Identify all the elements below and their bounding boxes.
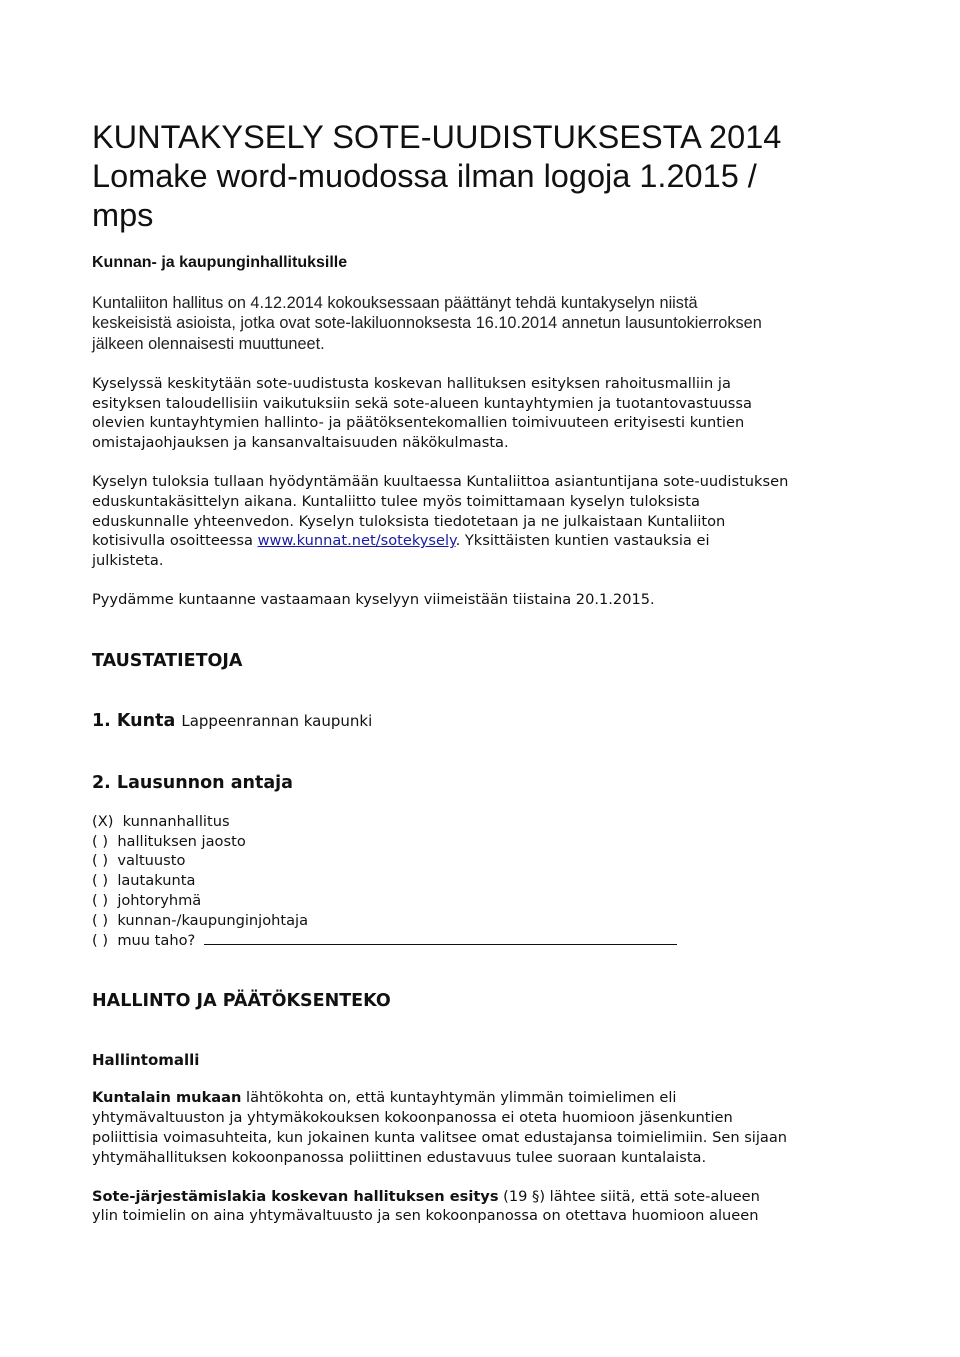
- option-label: lautakunta: [117, 872, 196, 890]
- option-kunnanjohtaja[interactable]: [92, 911, 882, 931]
- subsection-heading-hallintomalli: Hallintomalli: [92, 1051, 200, 1070]
- document-page: [92, 118, 882, 1226]
- paragraph-line: eduskunnalle yhteenvedon. Kyselyn tuloksista tiedotetaan ja ne julkaistaan Kuntaliiton: [92, 512, 726, 530]
- option-mark: ( ): [92, 852, 109, 870]
- paragraph-line: [92, 1088, 882, 1108]
- link-lead-text: kotisivulla osoitteessa: [92, 532, 258, 550]
- paragraph-line: olevien kuntayhtymien hallinto- ja päätöksentekomallien toimivuuteen erityisesti kuntien: [92, 414, 745, 432]
- section-heading-hallinto: HALLINTO JA PÄÄTÖKSENTEKO: [92, 991, 391, 1012]
- sotekysely-link[interactable]: www.kunnat.net/sotekysely: [257, 532, 456, 550]
- option-mark: ( ): [92, 872, 109, 890]
- option-label: valtuusto: [117, 852, 186, 870]
- lausunnon-antaja-options: [92, 812, 882, 951]
- bold-lead: Sote-järjestämislakia koskevan hallituksen esitys: [92, 1187, 499, 1205]
- paragraph-line: poliittisia voimasuhteita, kun jokainen kunta valitsee omat edustajansa toimielimiin. Sen sijaan: [92, 1129, 788, 1147]
- paragraph-line: julkisteta.: [92, 552, 164, 570]
- document-title: [92, 118, 882, 235]
- kuntalaki-paragraph: [92, 1088, 882, 1167]
- paragraph-line: yhtymähallituksen kokoonpanossa poliittinen edustavuus tulee suoraan kuntalaista.: [92, 1148, 707, 1166]
- muu-taho-input-line[interactable]: [204, 943, 677, 945]
- option-johtoryhma[interactable]: [92, 891, 882, 911]
- title-line: KUNTAKYSELY SOTE-UUDISTUKSESTA 2014: [92, 119, 782, 155]
- paragraph-line: yhtymävaltuuston ja yhtymäkokouksen kokoonpanossa ei oteta huomioon jäsenkuntien: [92, 1109, 733, 1127]
- intro-paragraph: [92, 293, 882, 354]
- deadline-paragraph: Pyydämme kuntaanne vastaamaan kyselyyn viimeistään tiistaina 20.1.2015.: [92, 591, 655, 609]
- option-mark: ( ): [92, 832, 109, 850]
- option-label: kunnanhallitus: [122, 812, 230, 830]
- line-rest: lähtökohta on, että kuntayhtymän ylimmän toimielimen eli: [241, 1089, 677, 1107]
- paragraph-line: Kyselyssä keskitytään sote-uudistusta koskevan hallituksen esityksen rahoitusmalliin ja: [92, 374, 731, 392]
- line-rest: (19 §) lähtee siitä, että sote-alueen: [498, 1187, 760, 1205]
- paragraph-line: esityksen taloudellisiin vaikutuksiin sekä sote-alueen kuntayhtymien ja tuotantovastuussa: [92, 394, 752, 412]
- kunta-answer: Lappeenrannan kaupunki: [181, 711, 373, 730]
- option-muu-taho[interactable]: [92, 931, 882, 951]
- document-subtitle: Kunnan- ja kaupunginhallituksille: [92, 254, 348, 271]
- survey-focus-paragraph: [92, 374, 882, 453]
- option-kunnanhallitus[interactable]: [92, 812, 882, 832]
- paragraph-line: eduskuntakäsittelyn aikana. Kuntaliitto tulee myös toimittamaan kyselyn tuloksista: [92, 492, 700, 510]
- question-lausunnon-antaja: 2. Lausunnon antaja: [92, 772, 293, 793]
- intro-line: jälkeen olennaisesti muuttuneet.: [92, 334, 325, 353]
- section-heading-taustatietoja: TAUSTATIETOJA: [92, 650, 243, 671]
- option-valtuusto[interactable]: [92, 851, 882, 871]
- paragraph-line: omistajaohjauksen ja kansanvaltaisuuden näkökulmasta.: [92, 434, 509, 452]
- paragraph-line: [92, 531, 882, 551]
- link-trail-text: . Yksittäisten kuntien vastauksia ei: [455, 532, 710, 550]
- option-hallituksen-jaosto[interactable]: [92, 832, 882, 852]
- title-line: Lomake word-muodossa ilman logoja 1.2015 /: [92, 158, 757, 194]
- option-mark: ( ): [92, 911, 109, 929]
- title-line: mps: [92, 197, 154, 233]
- bold-lead: Kuntalain mukaan: [92, 1089, 242, 1107]
- option-label: johtoryhmä: [117, 892, 202, 910]
- option-label: muu taho?: [117, 931, 196, 949]
- paragraph-line: Kyselyn tuloksia tullaan hyödyntämään kuultaessa Kuntaliittoa asiantuntijana sote-uudistuksen: [92, 473, 789, 491]
- sote-esitys-paragraph: [92, 1187, 882, 1227]
- option-label: kunnan-/kaupunginjohtaja: [117, 911, 309, 929]
- option-label: hallituksen jaosto: [117, 832, 246, 850]
- intro-line: Kuntaliiton hallitus on 4.12.2014 kokouksessaan päättänyt tehdä kuntakyselyn niistä: [92, 294, 698, 312]
- option-lautakunta[interactable]: [92, 871, 882, 891]
- option-mark: (X): [92, 812, 114, 830]
- question-label: 1. Kunta: [92, 710, 176, 731]
- intro-line: keskeisistä asioista, jotka ovat sote-lakiluonnoksesta 16.10.2014 annetun lausuntokierroksen: [92, 314, 762, 333]
- option-mark: ( ): [92, 892, 109, 910]
- paragraph-line: ylin toimielin on aina yhtymävaltuusto ja sen kokoonpanossa on otettava huomioon alueen: [92, 1207, 759, 1225]
- paragraph-line: [92, 1187, 882, 1207]
- option-mark: ( ): [92, 931, 109, 949]
- results-usage-paragraph: [92, 472, 882, 571]
- question-kunta: [92, 710, 882, 732]
